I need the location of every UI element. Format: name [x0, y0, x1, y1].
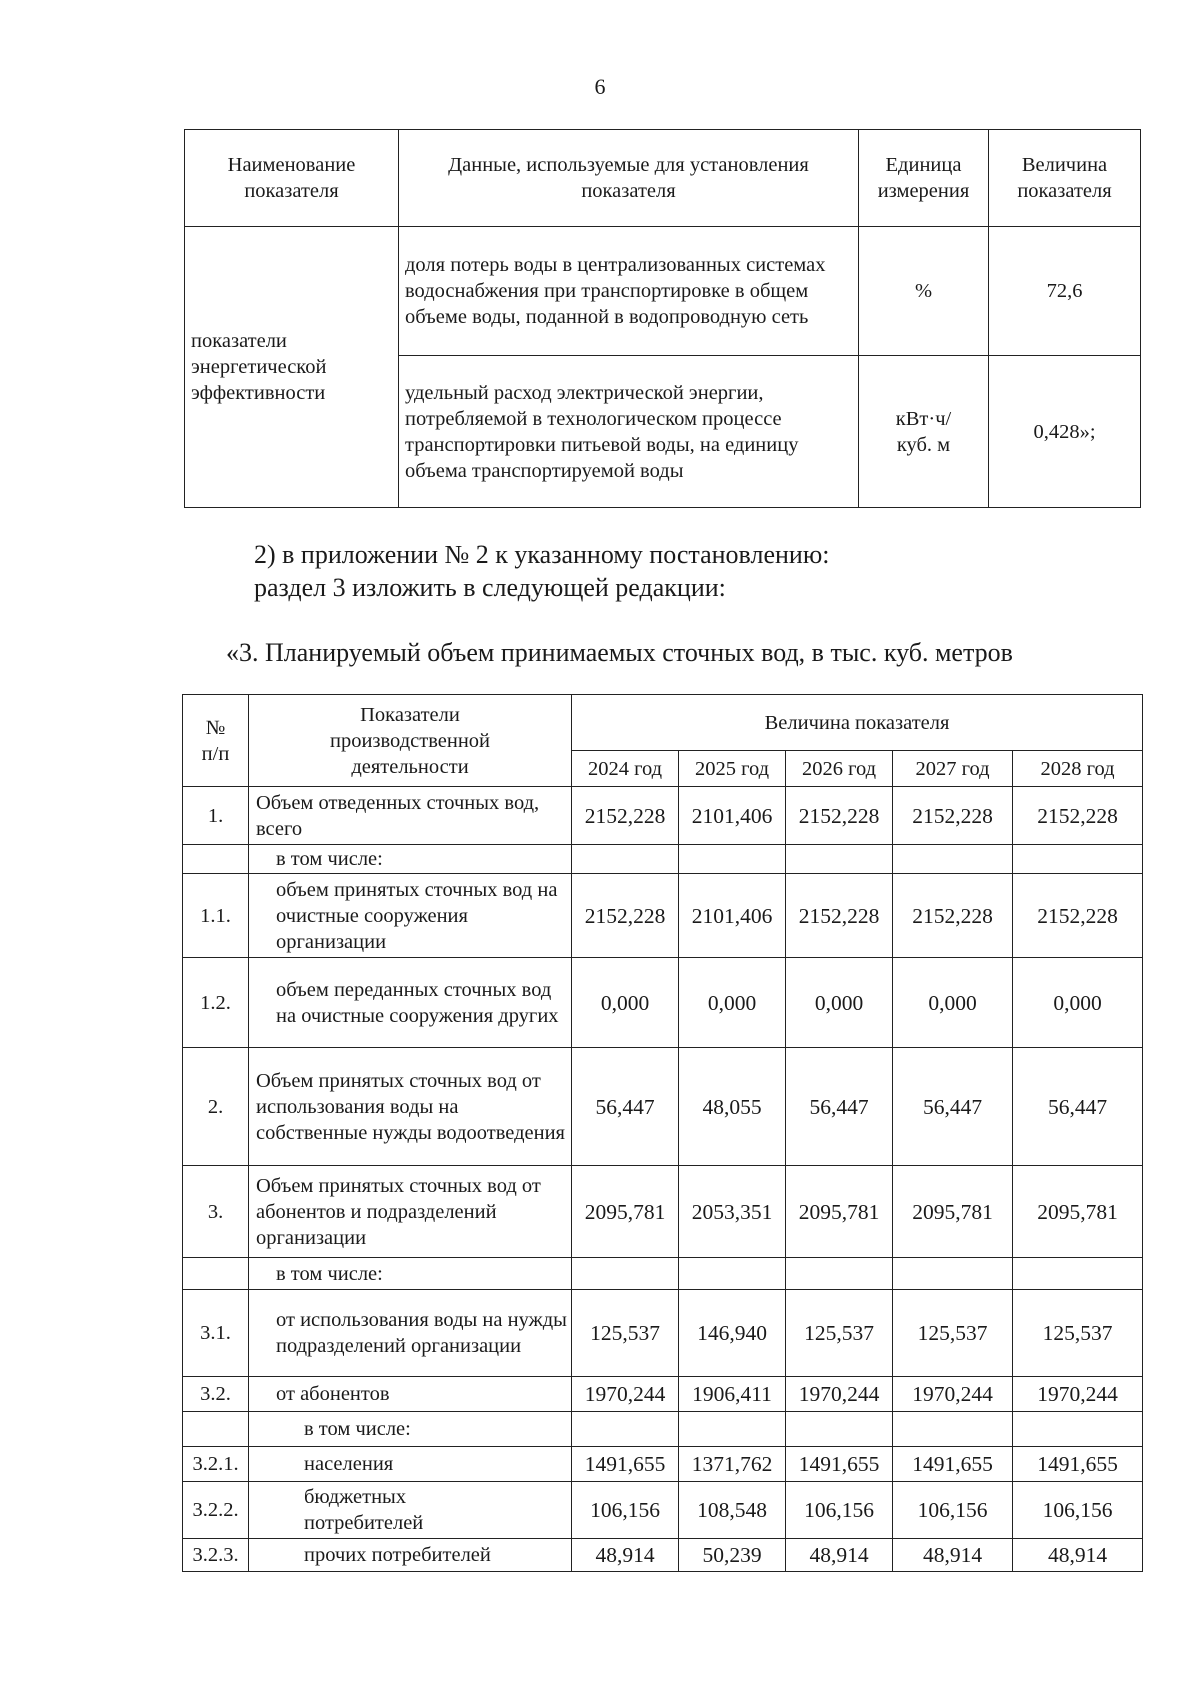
row-value: 0,000: [679, 958, 786, 1048]
row-name: населения: [249, 1447, 572, 1482]
row-number: 3.2.3.: [183, 1539, 249, 1572]
row-number: [183, 1412, 249, 1447]
row-value: 0,000: [572, 958, 679, 1048]
row-value: 2152,228: [1013, 787, 1143, 845]
row-value: 125,537: [786, 1290, 893, 1377]
row-value: 2152,228: [1013, 874, 1143, 958]
row-number: [183, 1258, 249, 1290]
row-value: 48,055: [679, 1048, 786, 1166]
row-value: 2095,781: [1013, 1166, 1143, 1258]
row-value: 106,156: [1013, 1482, 1143, 1539]
header-value-group: Величина показателя: [572, 695, 1143, 751]
row-name: от использования воды на нужды подразделений организации: [249, 1290, 572, 1377]
row-value: 2152,228: [893, 787, 1013, 845]
row-name: объем переданных сточных вод на очистные сооружения других: [249, 958, 572, 1048]
row-number: 3.2.: [183, 1377, 249, 1412]
header-year: 2024 год: [572, 751, 679, 787]
row-value: 146,940: [679, 1290, 786, 1377]
header-indicator: Показатели производственной деятельности: [249, 695, 572, 787]
row-value: 125,537: [893, 1290, 1013, 1377]
row-name: объем принятых сточных вод на очистные сооружения организации: [249, 874, 572, 958]
table-header-row: [185, 130, 1141, 227]
row-data: доля потерь воды в централизованных системах водоснабжения при транспортировке в общем объеме воды, поданной в водопроводную сеть: [399, 227, 859, 356]
row-name: Объем отведенных сточных вод, всего: [249, 787, 572, 845]
row-value: 1906,411: [679, 1377, 786, 1412]
table-row: [183, 845, 1143, 874]
row-value: 2152,228: [893, 874, 1013, 958]
row-number: 1.1.: [183, 874, 249, 958]
header-indicator-name: Наименование показателя: [185, 130, 399, 227]
row-value: 108,548: [679, 1482, 786, 1539]
header-number: № п/п: [183, 695, 249, 787]
row-value: 2095,781: [572, 1166, 679, 1258]
paragraph-appendix: 2) в приложении № 2 к указанному постановлению:: [254, 540, 830, 569]
header-data-used: Данные, используемые для установления показателя: [399, 130, 859, 227]
table-row: [183, 1539, 1143, 1572]
row-value: 48,914: [786, 1539, 893, 1572]
row-value: 106,156: [893, 1482, 1013, 1539]
row-value: 1491,655: [1013, 1447, 1143, 1482]
header-year: 2028 год: [1013, 751, 1143, 787]
row-value: 1491,655: [786, 1447, 893, 1482]
row-name: Объем принятых сточных вод от абонентов и подразделений организации: [249, 1166, 572, 1258]
table-row: [183, 1290, 1143, 1377]
paragraph-section: раздел 3 изложить в следующей редакции:: [254, 573, 726, 602]
row-name: прочих потребителей: [249, 1539, 572, 1572]
table-row: [183, 958, 1143, 1048]
row-number: [183, 845, 249, 874]
row-number: 3.2.1.: [183, 1447, 249, 1482]
row-number: 2.: [183, 1048, 249, 1166]
row-number: 1.2.: [183, 958, 249, 1048]
row-value: 1970,244: [1013, 1377, 1143, 1412]
table-row: [183, 1482, 1143, 1539]
row-value: 2152,228: [572, 787, 679, 845]
row-number: 3.2.2.: [183, 1482, 249, 1539]
row-name: бюджетных потребителей: [249, 1482, 572, 1539]
table-header-row: [183, 695, 1143, 751]
row-value: 0,000: [1013, 958, 1143, 1048]
row-value: 2095,781: [786, 1166, 893, 1258]
row-unit: кВт·ч/ куб. м: [859, 356, 989, 508]
row-number: 1.: [183, 787, 249, 845]
table-row: [183, 1447, 1143, 1482]
row-value: 56,447: [893, 1048, 1013, 1166]
row-value: 2053,351: [679, 1166, 786, 1258]
row-value: 125,537: [1013, 1290, 1143, 1377]
row-value: 2152,228: [572, 874, 679, 958]
row-value: 106,156: [572, 1482, 679, 1539]
row-value: 1970,244: [893, 1377, 1013, 1412]
row-value: 1491,655: [572, 1447, 679, 1482]
row-value: 0,428»;: [989, 356, 1141, 508]
row-name: в том числе:: [249, 1258, 572, 1290]
row-number: 3.: [183, 1166, 249, 1258]
row-number: 3.1.: [183, 1290, 249, 1377]
row-value: 56,447: [572, 1048, 679, 1166]
header-unit: Единица измерения: [859, 130, 989, 227]
row-value: 1970,244: [572, 1377, 679, 1412]
row-value: 2101,406: [679, 874, 786, 958]
table-row: [183, 1412, 1143, 1447]
table-row: [183, 1048, 1143, 1166]
row-value: 56,447: [1013, 1048, 1143, 1166]
page-number: 6: [594, 74, 606, 99]
row-name: от абонентов: [249, 1377, 572, 1412]
row-name: в том числе:: [249, 845, 572, 874]
row-value: 2152,228: [786, 787, 893, 845]
table-row: [183, 787, 1143, 845]
energy-efficiency-table: [184, 129, 1141, 508]
header-value: Величина показателя: [989, 130, 1141, 227]
row-value: 72,6: [989, 227, 1141, 356]
row-value: 56,447: [786, 1048, 893, 1166]
table-row: [183, 1377, 1143, 1412]
table-row: [185, 227, 1141, 356]
row-value: 1371,762: [679, 1447, 786, 1482]
section-title: «3. Планируемый объем принимаемых сточных вод, в тыс. куб. метров: [226, 638, 1013, 667]
row-value: 125,537: [572, 1290, 679, 1377]
header-year: 2027 год: [893, 751, 1013, 787]
table-row: [183, 874, 1143, 958]
row-name: в том числе:: [249, 1412, 572, 1447]
row-unit: %: [859, 227, 989, 356]
table-row: [183, 1258, 1143, 1290]
row-value: 50,239: [679, 1539, 786, 1572]
row-value: 2101,406: [679, 787, 786, 845]
row-value: 0,000: [786, 958, 893, 1048]
header-year: 2025 год: [679, 751, 786, 787]
row-value: 48,914: [1013, 1539, 1143, 1572]
group-label: показатели энергетической эффективности: [185, 227, 399, 508]
row-value: 0,000: [893, 958, 1013, 1048]
row-value: 48,914: [572, 1539, 679, 1572]
row-value: 1491,655: [893, 1447, 1013, 1482]
header-year: 2026 год: [786, 751, 893, 787]
wastewater-volume-table: [182, 694, 1143, 1572]
row-value: 1970,244: [786, 1377, 893, 1412]
row-data: удельный расход электрической энергии, потребляемой в технологическом процессе транспортировки питьевой воды, на единицу объема транспортируемой воды: [399, 356, 859, 508]
row-value: 2095,781: [893, 1166, 1013, 1258]
row-value: 48,914: [893, 1539, 1013, 1572]
row-name: Объем принятых сточных вод от использования воды на собственные нужды водоотведения: [249, 1048, 572, 1166]
table-row: [183, 1166, 1143, 1258]
row-value: 106,156: [786, 1482, 893, 1539]
row-value: 2152,228: [786, 874, 893, 958]
